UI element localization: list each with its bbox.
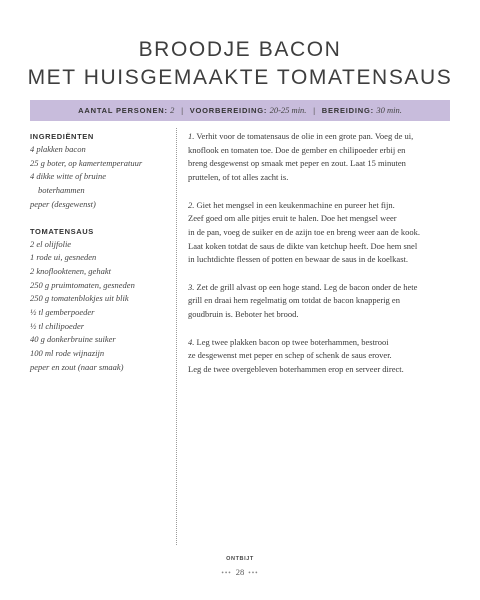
meta-separator: | (312, 106, 316, 115)
step-text-line: Giet het mengsel in een keukenmachine en pureer het fijn. (196, 199, 395, 210)
method-step-3 (188, 281, 458, 322)
method-column (188, 130, 458, 390)
persons-value: 2 (170, 105, 175, 115)
step-text-line: Verhit voor de tomatensaus de olie in een grote pan. Voeg de ui, (196, 131, 414, 141)
page-number-row (0, 567, 480, 577)
ingredients-column (30, 131, 170, 375)
step-number: 3. (188, 281, 195, 292)
sauce-ingredient-item: 2 knoflooktenen, gehakt (30, 265, 111, 276)
title-line-2: MET HUISGEMAAKTE TOMATENSAUS (27, 66, 453, 89)
ornament-dots: ••• (248, 569, 259, 577)
step-text-line: Laat koken totdat de saus de dikte van ketchup heeft. Doe hem snel (188, 240, 418, 251)
sauce-heading: TOMATENSAUS (30, 226, 94, 236)
step-text-line: grill en draai hem regelmatig om totdat de bacon knapperig en (188, 295, 400, 306)
sauce-ingredient-item: ½ tl gemberpoeder (30, 307, 95, 318)
step-text-line: Zeef goed om alle pitjes eruit te halen. Doe het mengsel weer (188, 213, 397, 224)
step-number: 2. (188, 199, 195, 210)
prep-label: VOORBEREIDING: (189, 106, 268, 115)
step-text-line: in luchtdichte flessen of potten en bewaar de saus in de koelkast. (188, 254, 408, 265)
page-number: 28 (235, 567, 245, 577)
step-text-line: Leg de twee overgebleven boterhammen erop en serveer direct. (188, 363, 404, 374)
sauce-ingredient-item: ½ tl chilipoeder (30, 320, 85, 331)
recipe-meta-band (30, 100, 450, 121)
section-label: ONTBIJT (226, 556, 254, 562)
ingredient-item: 25 g boter, op kamertemperatuur (30, 157, 143, 168)
column-divider (176, 128, 177, 545)
step-number: 4. (188, 336, 195, 347)
sauce-ingredient-item: peper en zout (naar smaak) (30, 361, 124, 372)
sauce-ingredient-item: 250 g tomatenblokjes uit blik (30, 293, 129, 304)
ornament-dots: ••• (221, 569, 232, 577)
sauce-ingredient-item: 100 ml rode wijnazijn (30, 348, 105, 359)
method-step-1 (188, 130, 458, 185)
step-text-line: Zet de grill alvast op een hoge stand. Leg de bacon onder de hete (196, 281, 418, 292)
sauce-ingredient-item: 40 g donkerbruine suiker (30, 334, 116, 345)
ingredient-item: boterhammen (38, 185, 85, 196)
sauce-ingredient-item: 1 rode ui, gesneden (30, 252, 97, 263)
ingredient-item: 4 plakken bacon (30, 144, 86, 154)
step-text-line: knoflook en tomaten toe. Doe de gember en chilipoeder erbij en (188, 144, 406, 155)
prep-value: 20-25 min. (269, 105, 307, 115)
ingredient-item: 4 dikke witte of bruine (30, 171, 107, 182)
ingredients-heading: INGREDIËNTEN (30, 132, 94, 141)
sauce-ingredient-item: 2 el olijfolie (30, 238, 72, 249)
persons-label: AANTAL PERSONEN: (78, 106, 168, 115)
title-line-1: BROODJE BACON (138, 38, 342, 61)
cook-value: 30 min. (376, 105, 402, 115)
method-step-4 (188, 336, 458, 377)
step-text-line: goudbruin is. Beboter het brood. (188, 309, 299, 320)
step-text-line: Leg twee plakken bacon op twee boterhammen, bestrooi (196, 336, 389, 347)
recipe-title (0, 36, 480, 92)
ingredient-item: peper (desgewenst) (30, 198, 96, 209)
step-text-line: breng desgewenst op smaak met peper en zout. Laat 15 minuten (188, 158, 406, 169)
method-step-2 (188, 199, 458, 268)
meta-separator: | (180, 106, 184, 115)
cook-label: BEREIDING: (321, 106, 374, 115)
step-text-line: pruttelen, of tot alles zacht is. (188, 172, 289, 183)
step-text-line: ze desgewenst met peper en schep of schenk de saus erover. (188, 350, 392, 361)
sauce-ingredient-item: 250 g pruimtomaten, gesneden (30, 279, 135, 290)
step-number: 1. (188, 131, 195, 141)
step-text-line: in de pan, voeg de suiker en de azijn toe en breng weer aan de kook. (188, 226, 421, 237)
